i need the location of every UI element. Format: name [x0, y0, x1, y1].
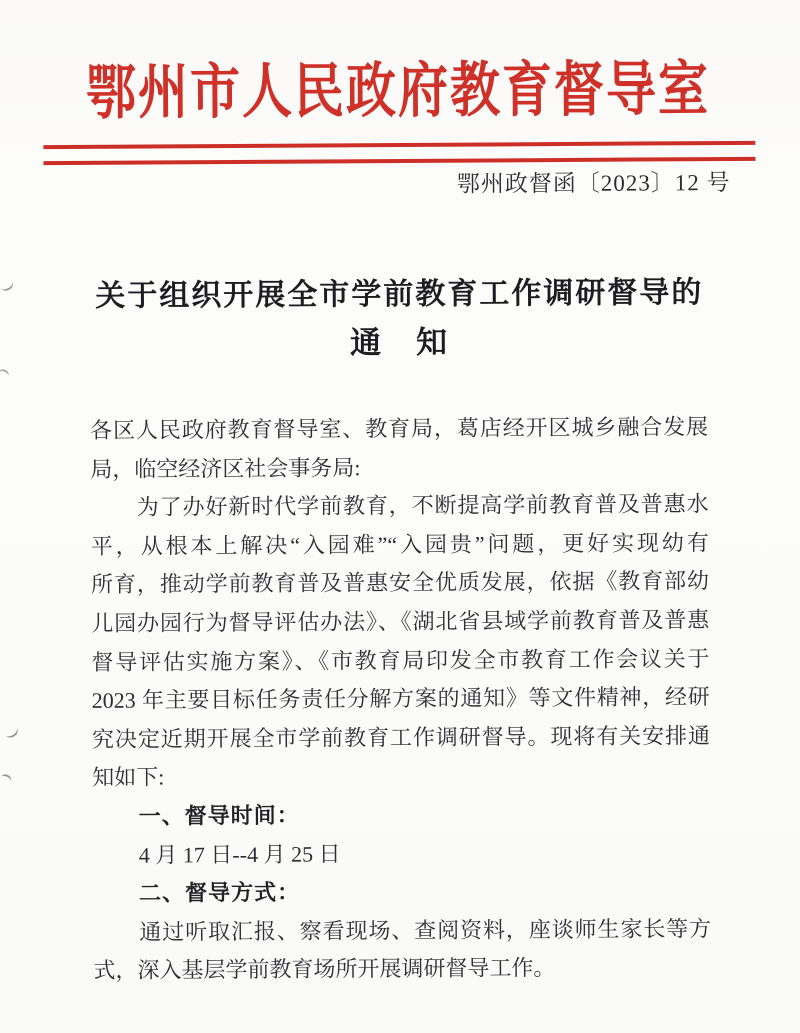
document-title [0, 269, 800, 370]
letterhead-title [0, 48, 798, 125]
body-line: 究决定近期开展全市学前教育工作调研督导。现将有关安排通 [91, 722, 711, 752]
scan-smudge [0, 773, 13, 787]
document-body [90, 408, 712, 991]
body-line: 知如下: [92, 764, 165, 791]
body-line: 儿园办园行为督导评估办法》、《湖北省县域学前教育普及普惠 [91, 607, 710, 636]
body-line: 4 月 17 日--4 月 25 日 [138, 840, 341, 868]
body-line: 2023 年主要目标任务责任分解方案的通知》等文件精神，经研 [91, 684, 710, 714]
document-number: 鄂州政督函〔2023〕12 号 [456, 169, 731, 197]
letterhead-title-text: 鄂州市人民政府教育督导室 [85, 55, 711, 127]
body-heading: 二、督导方式： [139, 879, 301, 906]
document-title-line1: 关于组织开展全市学前教育工作调研督导的 [95, 276, 704, 313]
body-line: 式，深入基层学前教育场所开展调研督导工作。 [93, 955, 556, 984]
body-line: 各区人民政府教育督导室、教育局，葛店经开区城乡融合发展 [90, 414, 709, 443]
body-line: 督导评估实施方案》、《市教育局印发全市教育工作会议关于 [91, 645, 710, 675]
body-heading: 一、督导时间： [138, 802, 300, 829]
body-line: 所育，推动学前教育普及普惠安全优质发展，依据《教育部幼 [90, 568, 710, 598]
body-line: 为了办好新时代学前教育，不断提高学前教育普及普惠水 [136, 491, 709, 520]
body-line: 平，从根本上解决“入园难”“入园贵”问题，更好实现幼有 [90, 529, 709, 559]
scan-smudge [0, 368, 10, 381]
body-line: 局，临空经济区社会事务局: [90, 454, 361, 482]
document-title-line2: 通 知 [349, 324, 450, 361]
scan-smudge [1, 722, 20, 741]
body-line: 通过听取汇报、察看现场、查阅资料，座谈师生家长等方 [139, 915, 712, 945]
red-double-separator [43, 141, 755, 165]
